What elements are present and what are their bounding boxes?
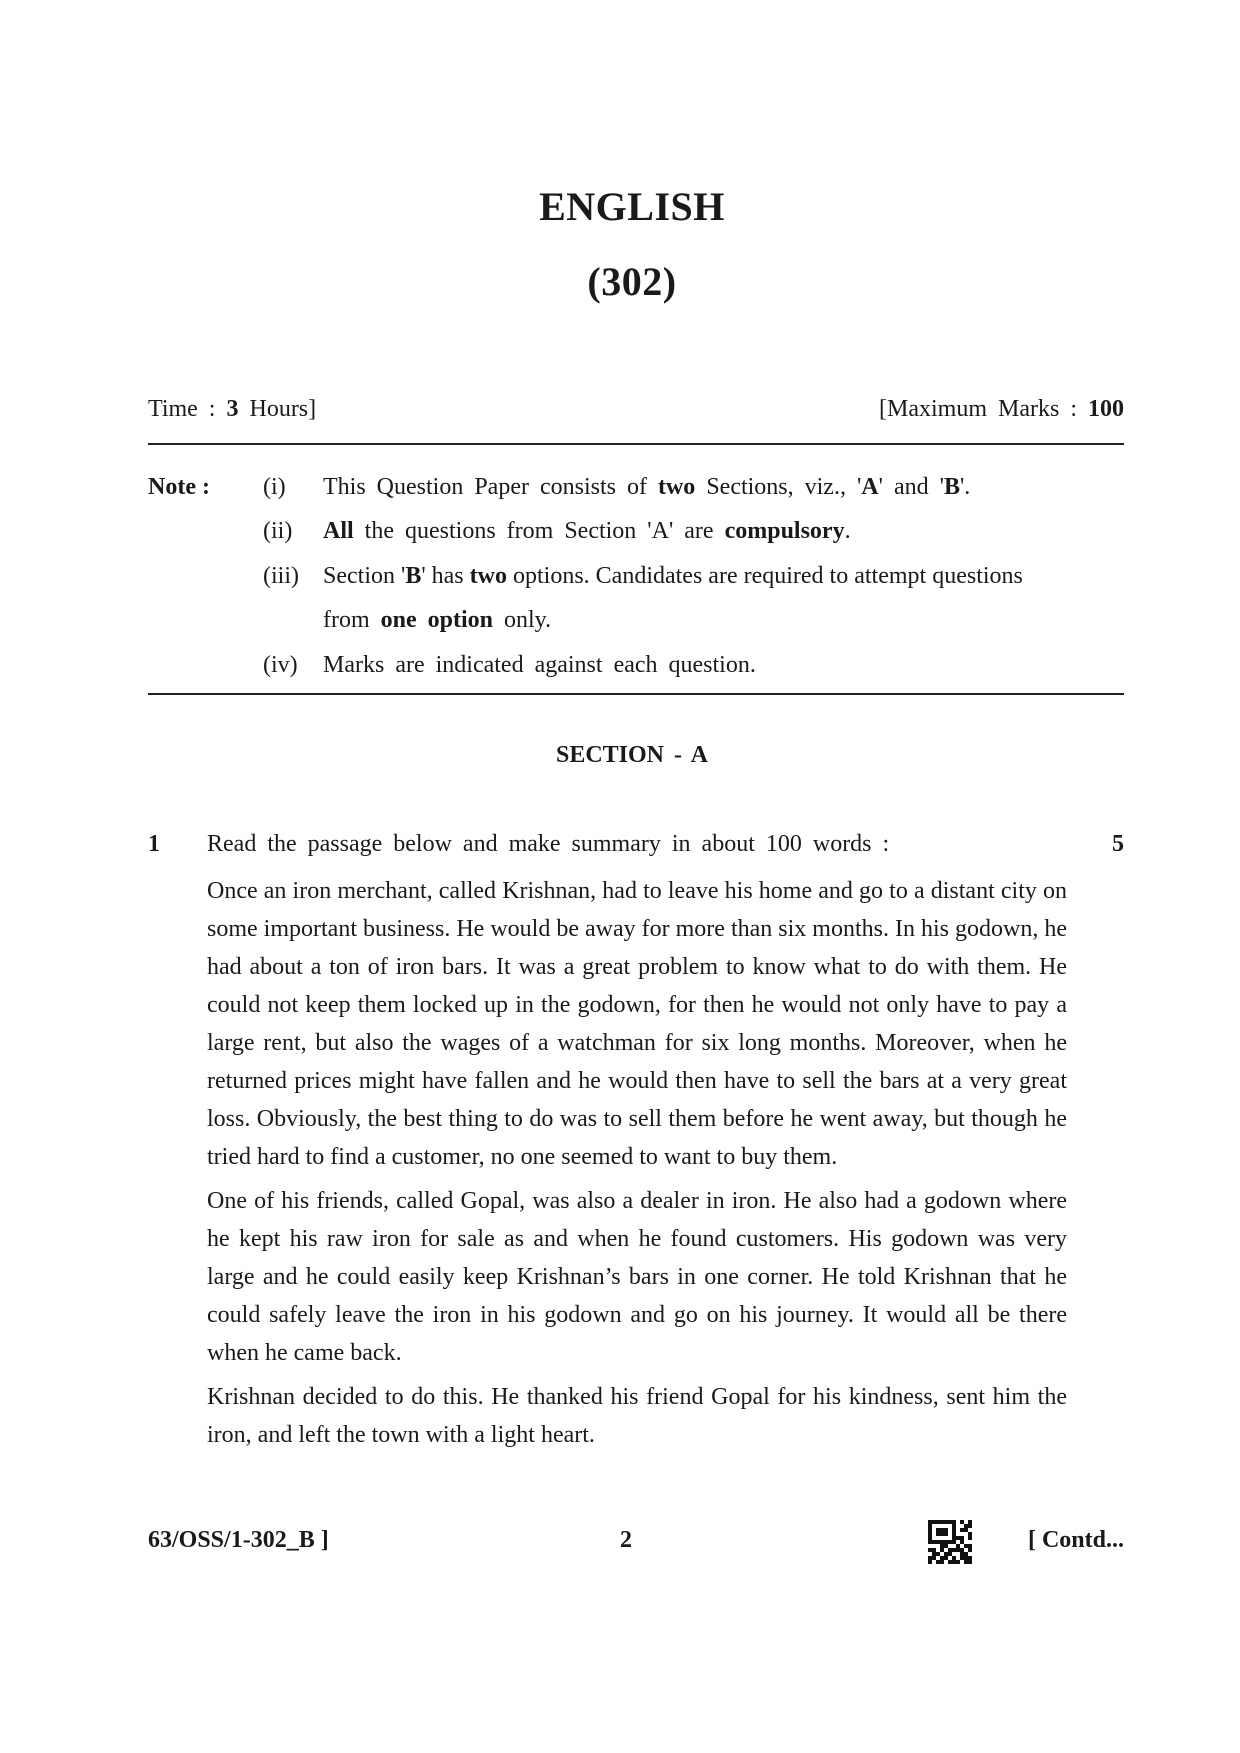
page-number: 2	[620, 1527, 632, 1553]
note-num-4: (iv)	[263, 652, 298, 678]
bottom-rule	[148, 693, 1124, 695]
subject-code: (302)	[587, 259, 677, 304]
passage-paragraph-1: Once an iron merchant, called Krishnan, had to leave his home and go to a distant city on some important business. He would be away for more than six months. In his godown, he had about a ton of iron bars. It was a great problem to know what to do with them. He could not keep them locked up in the godown, for then he would not only have to pay a large rent, but also the wages of a watchman for six long months. Moreover, when he returned prices might have fallen and he would then have to sell the bars at a very great loss. Obviously, the best thing to do was to sell them before he went away, but though he tried hard to find a customer, no one seemed to want to buy them.	[207, 878, 1067, 1170]
subject-title: ENGLISH	[539, 184, 725, 229]
top-rule	[148, 443, 1124, 445]
note-item-4: Marks are indicated against each question.	[323, 652, 756, 678]
note-item-2: All the questions from Section 'A' are compulsory.	[323, 518, 851, 544]
maximum-marks: [Maximum Marks : 100	[879, 396, 1124, 422]
qr-code-icon	[928, 1520, 972, 1564]
note-item-3: Section 'B' has two options. Candidates are required to attempt questions	[323, 563, 1023, 589]
note-num-3: (iii)	[263, 563, 299, 589]
note-num-1: (i)	[263, 474, 286, 500]
time-allowed: Time : 3 Hours]	[148, 396, 317, 422]
passage	[207, 872, 1067, 1460]
question-number: 1	[148, 831, 160, 857]
note-item-1: This Question Paper consists of two Sections, viz., 'A' and 'B'.	[323, 474, 971, 500]
note-num-2: (ii)	[263, 518, 293, 544]
section-heading: SECTION - A	[555, 742, 709, 768]
question-prompt: Read the passage below and make summary in about 100 words :	[207, 831, 890, 857]
passage-paragraph-3: Krishnan decided to do this. He thanked his friend Gopal for his kindness, sent him the iron, and left the town with a light heart.	[207, 1384, 1067, 1448]
paper-code: 63/OSS/1-302_B ]	[148, 1527, 329, 1553]
note-item-3-cont: from one option only.	[323, 607, 552, 633]
note-label: Note :	[148, 474, 210, 500]
question-marks: 5	[1112, 831, 1124, 857]
contd-label: [ Contd...	[1027, 1527, 1124, 1553]
passage-paragraph-2: One of his friends, called Gopal, was also a dealer in iron. He also had a godown where he kept his raw iron for sale as and when he found customers. His godown was very large and he could easily keep Krishnan’s bars in one corner. He told Krishnan that he could safely leave the iron in his godown and go on his journey. It would all be there when he came back.	[207, 1188, 1067, 1366]
